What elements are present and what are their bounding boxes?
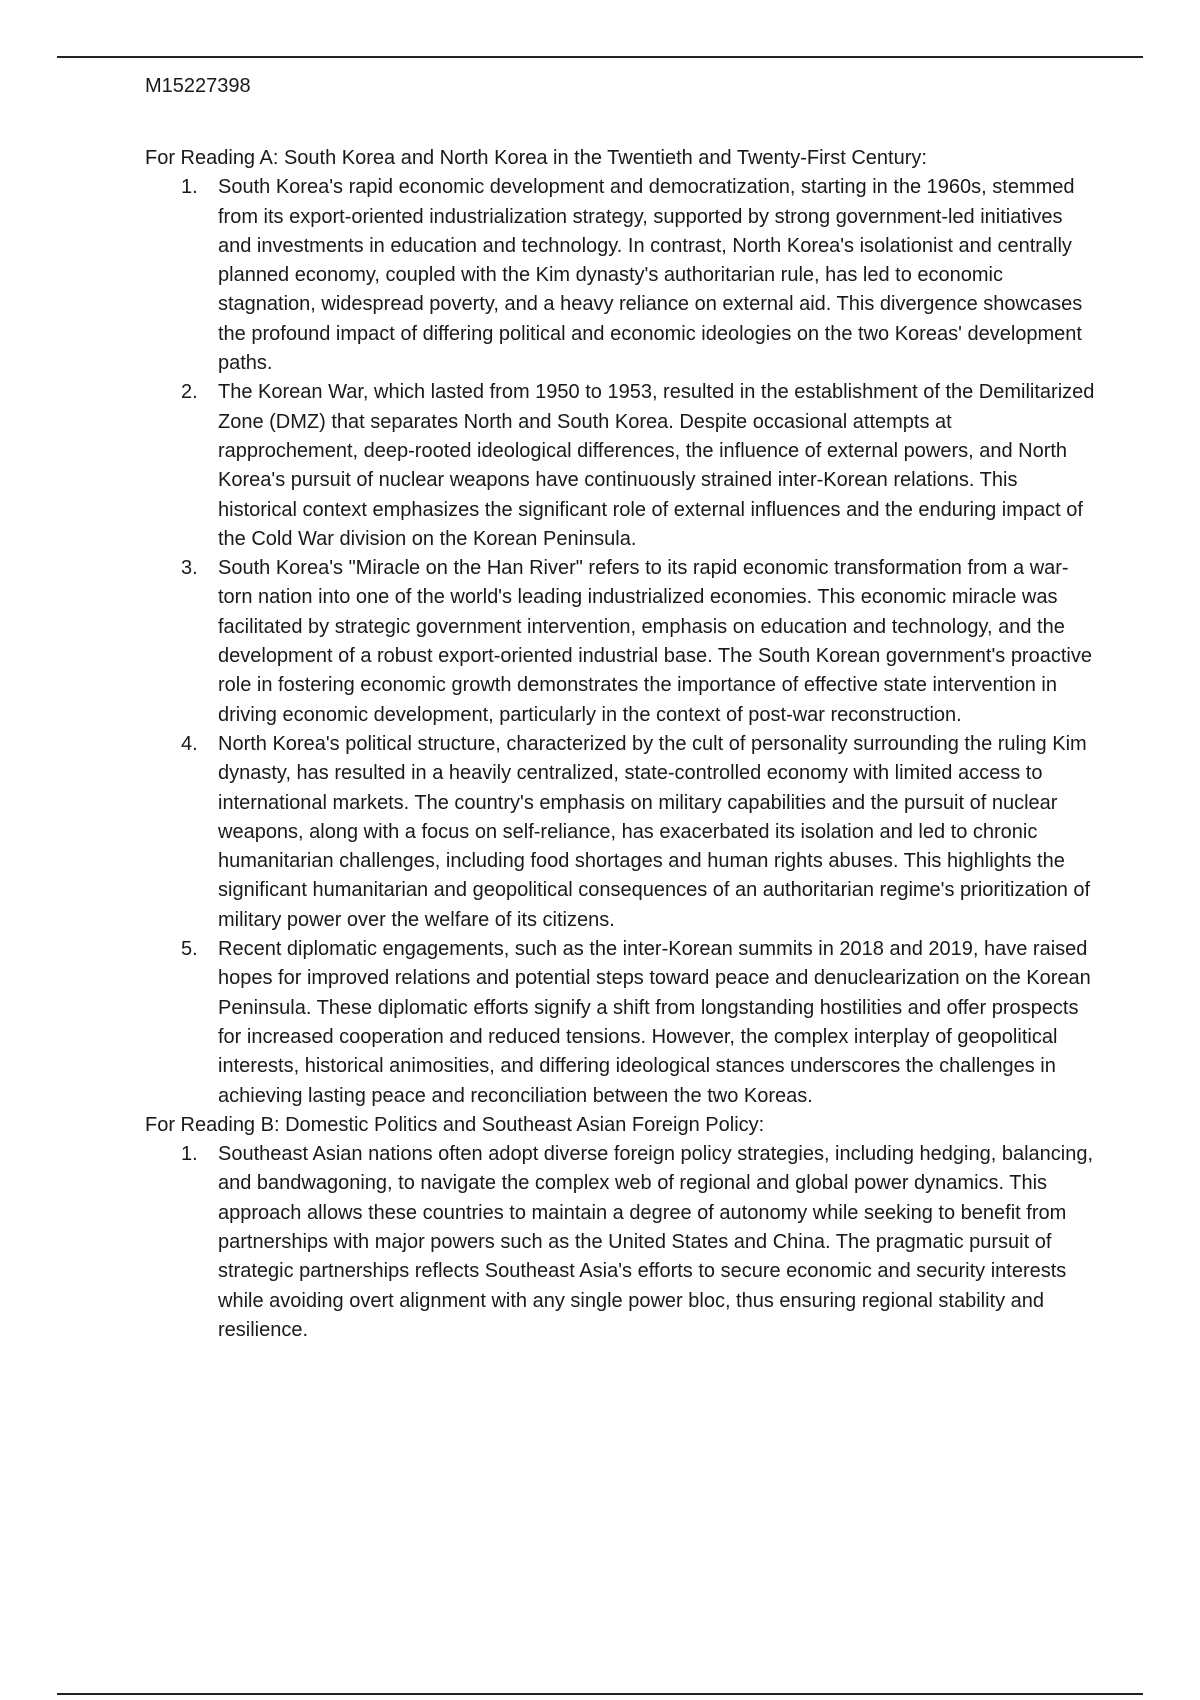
list-item-number: 1. — [181, 176, 198, 199]
bottom-divider — [57, 1693, 1143, 1695]
list-item-text: North Korea's political structure, characterized by the cult of personality surrounding the ruling Kim dynasty, has resulted in a heavily centralized, state-controlled economy with limited access to international markets. The country's emphasis on military capabilities and the pursuit of nuclear weapons, along with a focus on self-reliance, has exacerbated its isolation and led to chronic humanitarian challenges, including food shortages and human rights abuses. This highlights the significant humanitarian and geopolitical consequences of an authoritarian regime's prioritization of military power over the welfare of its citizens. — [218, 732, 1091, 931]
list-item-number: 1. — [181, 1143, 198, 1166]
list-item — [145, 935, 1095, 1111]
list-item-number: 2. — [181, 381, 198, 404]
list-item — [145, 173, 1095, 378]
list-item-text: The Korean War, which lasted from 1950 to 1953, resulted in the establishment of the Demilitarized Zone (DMZ) that separates North and South Korea. Despite occasional attempts at rapprochement, deep-rooted ideological differences, the influence of external powers, and North Korea's pursuit of nuclear weapons have continuously strained inter-Korean relations. This historical context emphasizes the significant role of external influences and the enduring impact of the Cold War division on the Korean Peninsula. — [218, 381, 1095, 550]
list-item-text: South Korea's "Miracle on the Han River" refers to its rapid economic transformation from a war-torn nation into one of the world's leading industrialized economies. This economic miracle was facilitated by strategic government intervention, emphasis on education and technology, and the development of a robust export-oriented industrial base. The South Korean government's proactive role in fostering economic growth demonstrates the importance of effective state intervention in driving economic development, particularly in the context of post-war reconstruction. — [218, 557, 1092, 726]
list-item-number: 5. — [181, 938, 198, 961]
list-item-text: Southeast Asian nations often adopt diverse foreign policy strategies, including hedging, balancing, and bandwagoning, to navigate the complex web of regional and global power dynamics. This approach allows these countries to maintain a degree of autonomy while seeking to benefit from partnerships with major powers such as the United States and China. The pragmatic pursuit of strategic partnerships reflects Southeast Asia's efforts to secure economic and security interests while avoiding overt alignment with any single power bloc, thus ensuring regional stability and resilience. — [218, 1143, 1094, 1341]
reading-b-section — [145, 1111, 1095, 1345]
list-item — [145, 730, 1095, 935]
reading-b-list — [145, 1140, 1095, 1345]
reading-a-heading: For Reading A: South Korea and North Korea in the Twentieth and Twenty-First Century: — [145, 147, 927, 169]
list-item-text: South Korea's rapid economic development and democratization, starting in the 1960s, stemmed from its export-oriented industrialization strategy, supported by strong government-led initiatives and investments in education and technology. In contrast, North Korea's isolationist and centrally planned economy, coupled with the Kim dynasty's authoritarian rule, has led to economic stagnation, widespread poverty, and a heavy reliance on external aid. This divergence showcases the profound impact of differing political and economic ideologies on the two Koreas' development paths. — [218, 176, 1083, 375]
reading-b-heading: For Reading B: Domestic Politics and Southeast Asian Foreign Policy: — [145, 1113, 765, 1136]
list-item-number: 3. — [181, 557, 198, 580]
list-item — [145, 554, 1095, 730]
reading-a-section — [145, 144, 1095, 1111]
list-item-text: Recent diplomatic engagements, such as the inter-Korean summits in 2018 and 2019, have raised hopes for improved relations and potential steps toward peace and denuclearization on the Korean Peninsula. These diplomatic efforts signify a shift from longstanding hostilities and offer prospects for increased cooperation and reduced tensions. However, the complex interplay of geopolitical interests, historical animosities, and differing ideological stances underscores the challenges in achieving lasting peace and reconciliation between the two Koreas. — [218, 938, 1091, 1107]
document-body — [145, 144, 1095, 1345]
reading-a-list — [145, 173, 1095, 1111]
top-divider — [57, 56, 1143, 58]
list-item-number: 4. — [181, 732, 198, 755]
list-item — [145, 378, 1095, 554]
document-id: M15227398 — [145, 75, 251, 97]
list-item — [145, 1140, 1095, 1345]
